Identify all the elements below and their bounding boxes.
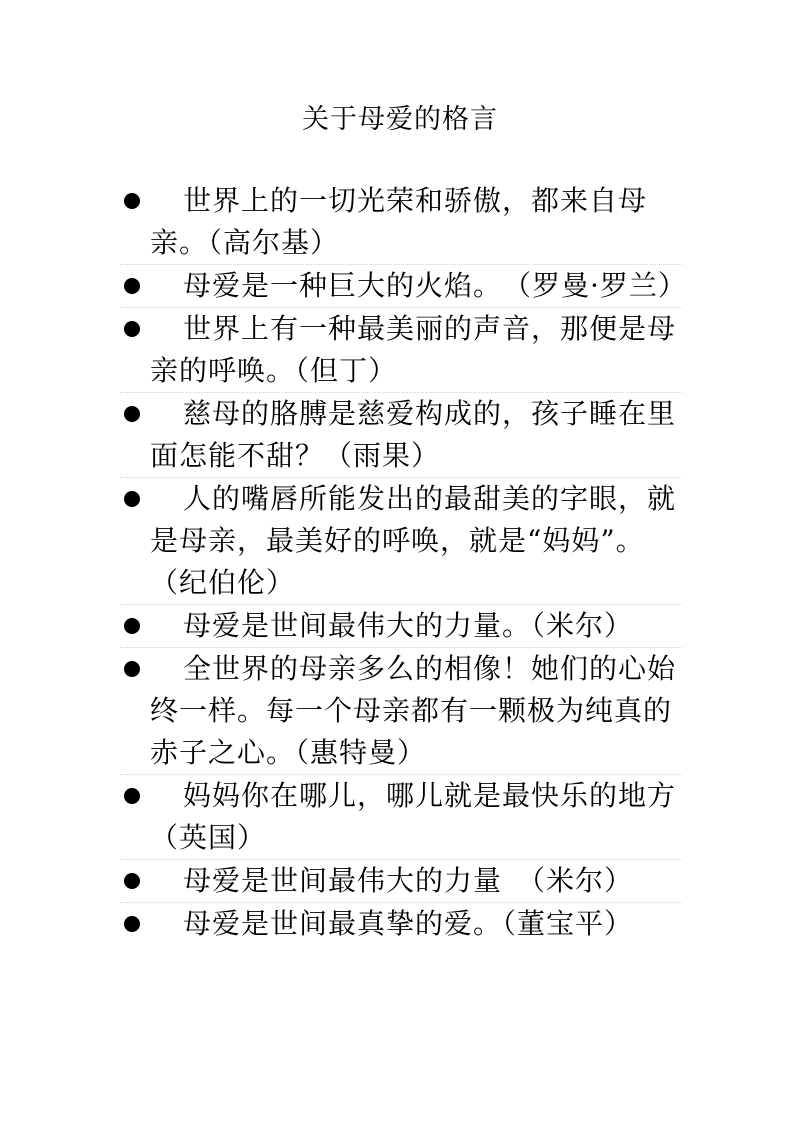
bullet-icon — [124, 321, 140, 337]
quote-item — [120, 605, 682, 648]
document-title: 关于母爱的格言 — [302, 104, 498, 135]
quote-item — [120, 648, 682, 775]
bullet-icon — [124, 916, 140, 932]
bullet-icon — [124, 278, 140, 294]
bullet-icon — [124, 873, 140, 889]
quote-text: 全世界的母亲多么的相像！她们的心始终一样。每一个母亲都有一颗极为纯真的赤子之心。（惠特曼） — [150, 652, 677, 769]
bullet-icon — [124, 661, 140, 677]
quote-text: 母爱是世间最伟大的力量 （米尔） — [183, 864, 634, 897]
quote-item — [120, 393, 682, 478]
quote-item — [120, 775, 682, 860]
quote-item — [120, 478, 682, 605]
quote-item — [120, 903, 682, 945]
bullet-icon — [124, 491, 140, 507]
quote-item — [120, 180, 682, 265]
quote-item — [120, 265, 687, 308]
quote-item — [120, 860, 682, 903]
bullet-icon — [124, 788, 140, 804]
bullet-icon — [124, 193, 140, 209]
quote-text: 人的嘴唇所能发出的最甜美的字眼，就是母亲，最美好的呼唤，就是“妈妈”。（纪伯伦） — [150, 482, 677, 599]
quote-list — [120, 180, 687, 945]
quote-item — [120, 308, 682, 393]
quote-text: 母爱是世间最伟大的力量。（米尔） — [183, 609, 634, 642]
bullet-icon — [124, 406, 140, 422]
quote-text: 慈母的胳膊是慈爱构成的，孩子睡在里面怎能不甜？（雨果） — [150, 397, 677, 472]
quote-text: 世界上有一种最美丽的声音，那便是母亲的呼唤。（但丁） — [150, 312, 677, 387]
quote-text: 母爱是一种巨大的火焰。 （罗曼·罗兰） — [183, 269, 687, 302]
quote-text: 母爱是世间最真挚的爱。（董宝平） — [183, 907, 634, 940]
bullet-icon — [124, 618, 140, 634]
quote-text: 世界上的一切光荣和骄傲，都来自母亲。（高尔基） — [150, 184, 648, 259]
quote-text: 妈妈你在哪儿，哪儿就是最快乐的地方（英国） — [150, 779, 677, 854]
